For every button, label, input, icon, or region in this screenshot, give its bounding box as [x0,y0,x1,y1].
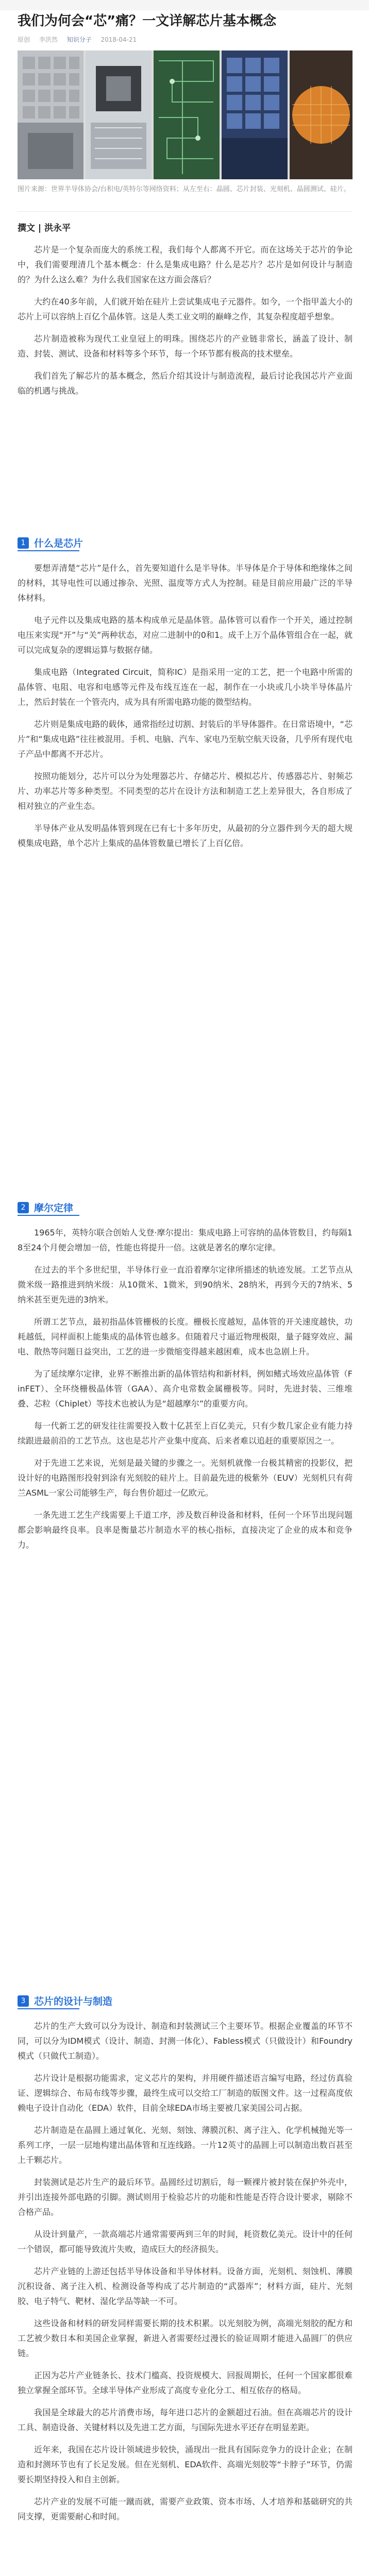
hero-image [18,50,353,179]
body-paragraph: 电子元件以及集成电路的基本构成单元是晶体管。晶体管可以看作一个开关，通过控制电压来实现“开”与“关”两种状态，对应二进制中的0和1。成千上万个晶体管组合在一起，就可以完成复杂的逻辑运算与数据存储。 [18,615,353,655]
section-underline [18,2008,79,2009]
body-paragraph: 对于先进工艺来说，光刻是最关键的步骤之一。光刻机就像一台极其精密的投影仪，把设计好的电路图形投射到涂有光刻胶的硅片上。目前最先进的极紫外（EUV）光刻机只有荷兰ASML一家公司能够生产，每台售价超过一亿欧元。 [18,1458,353,1498]
body-paragraph: 芯片的生产大致可以分为设计、制造和封装测试三个主要环节。根据企业覆盖的环节不同，可以分为IDM模式（设计、制造、封测一体化）、Fabless模式（只做设计）和Foundry模式（只做代工制造）。 [18,2021,353,2061]
body-paragraph: 封装测试是芯片生产的最后环节。晶圆经过切割后，每一颗裸片被封装在保护外壳中，并引出连接外部电路的引脚。测试则用于检验芯片的功能和性能是否符合设计要求，剔除不合格产品。 [18,2177,353,2217]
section-heading [18,1200,353,1216]
article-meta [18,35,353,44]
intro-text [18,242,353,405]
intro-paragraph: 芯片制造被称为现代工业皇冠上的明珠。围绕芯片的产业链非常长，涵盖了设计、制造、封装、测试、设备和材料等多个环节，每一个环节都有极高的技术壁垒。 [18,334,353,359]
body-paragraph: 每一代新工艺的研发往往需要投入数十亿甚至上百亿美元，只有少数几家企业有能力持续跟进最前沿的工艺节点。这也是芯片产业集中度高、后来者难以追赶的重要原因之一。 [18,1421,353,1446]
body-paragraph: 芯片制造是在晶圆上通过氧化、光刻、刻蚀、薄膜沉积、离子注入、化学机械抛光等一系列工序，一层一层地构建出晶体管和互连线路。一片12英寸的晶圆上可以制造出数百甚至上千颗芯片。 [18,2125,353,2165]
section-title: 芯片的设计与制造 [34,1996,113,2007]
byline: 撰文 | 洪永平 [18,223,71,233]
section-number: 2 [18,1202,29,1213]
intro-paragraph: 芯片是一个复杂而庞大的系统工程，我们每个人都离不开它。而在这场关于芯片的争论中，我们需要理清几个基本概念：什么是集成电路？什么是芯片？芯片是如何设计与制造的？为什么这么难？为什么我们国家在这方面会落后？ [18,245,353,284]
section-number: 1 [18,537,29,549]
body-paragraph: 我国是全球最大的芯片消费市场，每年进口芯片的金额超过石油。但在高端芯片的设计工具、制造设备、关键材料以及先进工艺方面，与国际先进水平还存在明显差距。 [18,2408,353,2432]
body-paragraph: 1965年，英特尔联合创始人戈登·摩尔提出：集成电路上可容纳的晶体管数目，约每隔18至24个月便会增加一倍，性能也将提升一倍。这就是著名的摩尔定律。 [18,1228,353,1252]
body-paragraph: 近年来，我国在芯片设计领域进步较快，涌现出一批具有国际竞争力的设计企业；在制造和封测环节也有了长足发展。但在光刻机、EDA软件、高端光刻胶等“卡脖子”环节，仍需要长期坚持投入和自主创新。 [18,2445,353,2484]
body-paragraph: 按照功能划分，芯片可以分为处理器芯片、存储芯片、模拟芯片、传感器芯片、射频芯片、功率芯片等多种类型。不同类型的芯片在设计方法和制造工艺上差异很大，各自形成了相对独立的产业生态。 [18,771,353,811]
section-underline [18,550,79,551]
section-heading [18,1994,353,2009]
body-paragraph: 半导体产业从发明晶体管到现在已有七十多年历史，从最初的分立器件到今天的超大规模集成电路，单个芯片上集成的晶体管数量已增长了上百亿倍。 [18,823,353,848]
author-name: 李洪然 [39,36,58,43]
body-paragraph: 为了延续摩尔定律，业界不断推出新的晶体管结构和新材料，例如鳍式场效应晶体管（FinFET）、全环绕栅极晶体管（GAA）、高介电常数金属栅极等。同时，先进封装、三维堆叠、芯粒（Chiplet）等技术也被认为是“超越摩尔”的重要方向。 [18,1369,353,1409]
section-underline [18,1215,79,1216]
body-paragraph: 在过去的半个多世纪里，半导体行业一直沿着摩尔定律所描述的轨迹发展。工艺节点从微米级一路推进到纳米级：从10微米、1微米，到90纳米、28纳米，再到今天的7纳米、5纳米甚至更先进的3纳米。 [18,1265,353,1304]
body-paragraph: 所谓工艺节点，最初指晶体管栅极的长度。栅极长度越短，晶体管的开关速度越快，功耗越低，同样面积上能集成的晶体管也越多。但随着尺寸逼近物理极限，量子隧穿效应、漏电、散热等问题日益突出，工艺的进一步微缩变得越来越困难，成本也急剧上升。 [18,1317,353,1357]
body-paragraph: 芯片产业的发展不可能一蹴而就，需要产业政策、资本市场、人才培养和基础研究的共同支撑，更需要耐心和时间。 [18,2497,353,2521]
body-paragraph: 集成电路（Integrated Circuit，简称IC）是指采用一定的工艺，把一个电路中所需的晶体管、电阻、电容和电感等元件及布线互连在一起，制作在一小块或几小块半导体晶片上，然后封装在一个管壳内，成为具有所需电路功能的微型结构。 [18,667,353,707]
top-bar [0,0,369,10]
body-paragraph: 正因为芯片产业链条长、技术门槛高、投资规模大、回报周期长，任何一个国家都很难独立掌握全部环节。全球半导体产业形成了高度专业化分工、相互依存的格局。 [18,2370,353,2395]
section-heading [18,536,353,551]
section-title: 摩尔定律 [34,1202,74,1214]
account-link[interactable]: 知识分子 [66,36,92,43]
body-paragraph: 芯片则是集成电路的载体，通常指经过切割、封装后的半导体器件。在日常语境中，“芯片”和“集成电路”往往被混用。手机、电脑、汽车、家电乃至航空航天设备，几乎所有现代电子产品中都离不开芯片。 [18,719,353,759]
body-paragraph: 芯片产业链的上游还包括半导体设备和半导体材料。设备方面，光刻机、刻蚀机、薄膜沉积设备、离子注入机、检测设备等构成了芯片制造的“武器库”；材料方面，硅片、光刻胶、电子特气、靶材、湿化学品等缺一不可。 [18,2266,353,2306]
article-title: 我们为何会“芯”痛？一文详解芯片基本概念 [18,13,277,29]
section-title: 什么是芯片 [34,538,83,549]
body-paragraph: 从设计到量产，一款高端芯片通常需要两到三年的时间，耗资数亿美元。设计中的任何一个错误，都可能导致流片失败，造成巨大的经济损失。 [18,2229,353,2254]
body-paragraph: 这些设备和材料的研发同样需要长期的技术积累。以光刻胶为例，高端光刻胶的配方和工艺被少数日本和美国企业掌握，新进入者需要经过漫长的验证周期才能进入晶圆厂的供应链。 [18,2318,353,2358]
hero-collage [18,50,353,179]
body-paragraph: 要想弄清楚“芯片”是什么，首先要知道什么是半导体。半导体是介于导体和绝缘体之间的材料，其导电性可以通过掺杂、光照、温度等方式人为控制。硅是目前应用最广泛的半导体材料。 [18,563,353,603]
section-number: 3 [18,1995,29,2007]
body-paragraph: 一条先进工艺生产线需要上千道工序，涉及数百种设备和材料，任何一个环节出现问题都会影响最终良率。良率是衡量芯片制造水平的核心指标，直接决定了企业的成本和竞争力。 [18,1510,353,1550]
intro-paragraph: 我们首先了解芯片的基本概念，然后介绍其设计与制造流程，最后讨论我国芯片产业面临的机遇与挑战。 [18,371,353,396]
source-tag: 原创 [18,36,30,43]
section-body [18,2019,353,2531]
publish-date: 2018-04-21 [100,36,137,43]
hero-caption: 图片来源：世界半导体协会/台积电/英特尔等网络资料；从左至右：晶圆、芯片封装、光刻机、晶圆测试、硅片。 [18,185,350,193]
divider [18,211,353,212]
section-body [18,1225,353,1560]
section-body [18,561,353,858]
intro-paragraph: 大约在40多年前，人们就开始在硅片上尝试集成电子元器件。如今，一个指甲盖大小的芯片上可以容纳上百亿个晶体管。这是人类工业文明的巅峰之作，其复杂程度超乎想象。 [18,297,353,321]
body-paragraph: 芯片设计是根据功能需求，定义芯片的架构，并用硬件描述语言编写电路，经过仿真验证、逻辑综合、布局布线等步骤，最终生成可以交给工厂制造的版图文件。这一过程高度依赖电子设计自动化（EDA）软件，目前全球EDA市场主要被几家美国公司占据。 [18,2073,353,2113]
